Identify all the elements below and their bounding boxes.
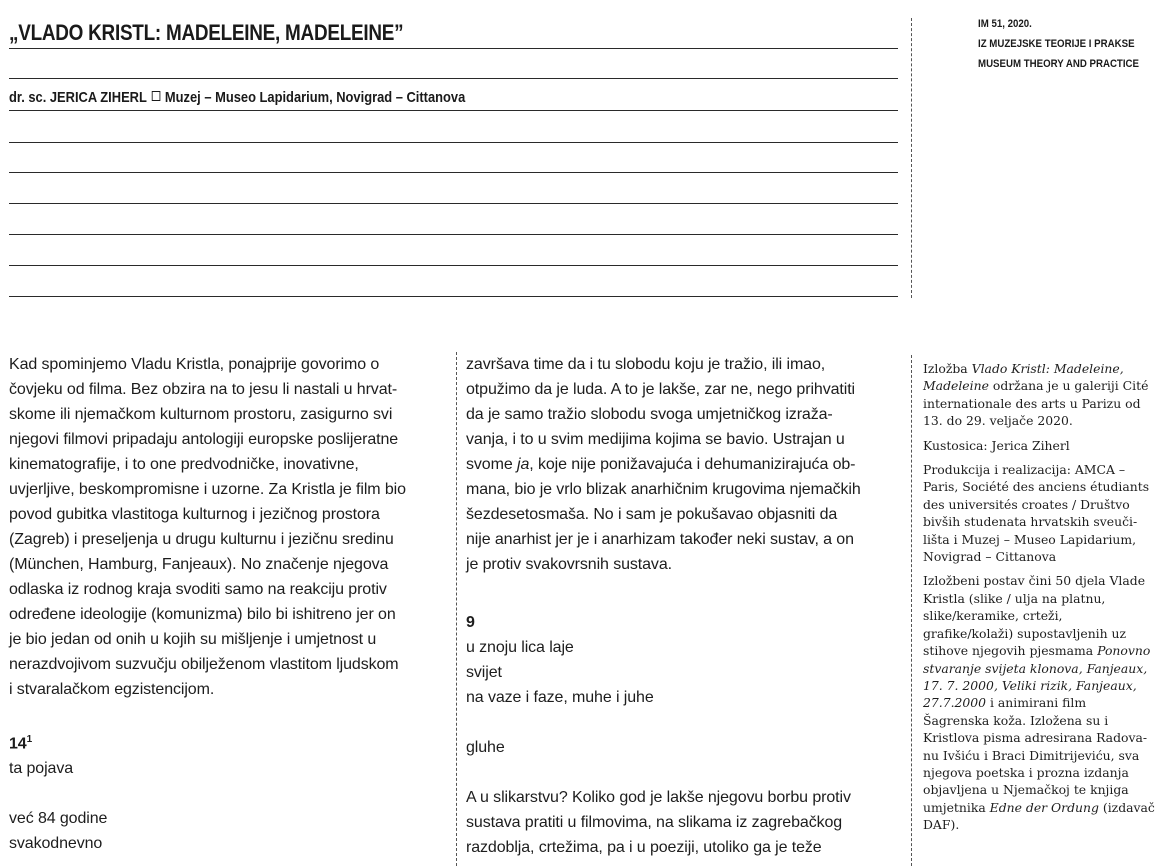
rule-line [9,296,898,297]
poem-line: svakodnevno [9,835,103,853]
text-line: da je samo tražio slobodu svoga umjetničkog izraža- [466,406,833,423]
text-line: otpužimo da je luda. A to je lakše, zar ne, nego prihvatiti [466,381,856,398]
text-line: je bio jedan od onih u kojih su mišljenje i umjetnost u [9,631,377,648]
rule-line [9,172,898,173]
body-column-2 [466,352,906,860]
exhibition-note: Izložba Vlado Kristl: Madeleine, Madeleine održana je u galeriji Cité internationale des arts u Parizu od 13. do 29. veljače 2020. [923,361,1149,429]
journal-info [978,14,1145,74]
text-line: nije anarhist jer je i anarhizam također neki sustav, a on [466,531,854,548]
text-line: razdoblja, crtežima, pa i u poeziji, utoliko ga je teže [466,839,822,856]
poem-line: ta pojava [9,760,74,778]
body-column-1 [9,352,449,856]
text-line: A u slikarstvu? Koliko god je lakše njegovu borbu protiv [466,789,851,806]
display-note: Izložbeni postav čini 50 djela Vlade Kristla (slike / ulja na platnu, slike/keramike, crteži, grafike/kolaži) supostavljenih uz stihove njegovih pjesmama Ponovno stvaranje svijeta klonova, Fanjeaux, 17. 7. 2000, Veliki rizik, Fanjeaux, 27.7.2000 i animirani film Šagrenska koža. Izložena su i Kristlova pisma adresirana Radova-nu Ivšiću i Braci Dimitrijeviću, sva njegova poetska i prozna izdanja objavljena u Njemačkoj te knjiga umjetnika Edne der Ordung (izdavač DAF). [923,573,1155,833]
poem-line: svijet [466,664,502,681]
author-name: dr. sc. JERICA ZIHERL [9,89,147,106]
poem-line: već 84 godine [9,810,108,828]
rule-line [9,110,898,111]
text-line: završava time da i tu slobodu koju je tražio, ili imao, [466,356,826,373]
margin-divider [911,18,912,298]
poem-number: $14^1$ [9,734,33,753]
text-line: sustava pratiti u filmovima, na slikama iz zagrebačkog [466,814,843,831]
column-divider [456,352,457,866]
journal-series-en: MUSEUM THEORY AND PRACTICE [978,58,1139,70]
text-line: svome ja, koje nije ponižavajuća i dehumanizirajuća ob- [466,456,856,473]
text-line: vanja, i to u svim medijima kojima se bavio. Ustrajan u [466,431,845,448]
author-affiliation: Muzej – Museo Lapidarium, Novigrad – Cittanova [164,89,466,106]
margin-divider [911,355,912,866]
text-line: nerazdvojivom suzvučju obilježenom vlastitom ljudskom [9,656,399,673]
text-line: Kad spominjemo Vladu Kristla, ponajprije govorimo o [9,356,380,373]
text-line: povod gubitka vlastitoga kulturnog i jezičnog prostora [9,506,380,523]
poem-line: u znoju lica laje [466,639,574,656]
paragraph-intro [9,352,449,702]
rule-line [9,234,898,235]
rule-line [9,48,898,49]
text-line: skome ili njemačkom kulturnom prostoru, zasigurno svi [9,406,393,423]
text-line: (München, Hamburg, Fanjeaux). No značenje njegova [9,556,389,573]
text-line: mana, bio je vrlo blizak anarhičnim krugovima njemačkih [466,481,861,498]
text-line: čovjeku od filma. Bez obzira na to jesu li nastali u hrvat- [9,381,398,398]
text-line: kinematografije, i to one predvodničke, inovativne, [9,456,359,473]
poem-number: 9 [466,614,475,631]
author-line [9,88,465,108]
text-line: je protiv svakovrsnih sustava. [466,556,672,573]
text-line: (Zagreb) i preseljenja u drugu kulturnu i jezičnu sredinu [9,531,394,548]
production-note: Produkcija i realizacija: AMCA – Paris, Société des anciens étudiants des universités croates / Društvo bivših studenata hrvatskih sveuči-lišta i Muzej – Museo Lapidarium, Novigrad – Cittanova [923,462,1150,565]
text-line: uvjerljive, beskompromisne i uzorne. Za Kristla je film bio [9,481,406,498]
poem-line: na vaze i faze, muhe i juhe [466,689,654,706]
footnote-ref[interactable]: 1 [26,734,33,745]
text-line: šezdesetosmaša. No i sam je pokušavao objasniti da [466,506,838,523]
text-line: i stvaralačkom egzistencijom. [9,681,215,698]
rule-line [9,142,898,143]
journal-series-hr: IZ MUZEJSKE TEORIJE I PRAKSE [978,38,1135,50]
poem-line: gluhe [466,739,505,756]
text-line: njegovi filmovi pripadaju antologiji europske poslijeratne [9,431,399,448]
journal-issue: IM 51, 2020. [978,18,1032,30]
text-line: određene ideologije (komunizma) bilo bi ishitreno jer on [9,606,396,623]
sidebar-notes [923,360,1155,841]
square-bullet-icon [152,91,161,101]
rule-line [9,78,898,79]
rule-line [9,203,898,204]
text-line: odlaska iz rodnog kraja svoditi samo na reakciju protiv [9,581,387,598]
article-title: „VLADO KRISTL: MADELEINE, MADELEINE” [9,20,404,45]
rule-line [9,265,898,266]
curator-note: Kustosica: Jerica Ziherl [923,437,1070,453]
